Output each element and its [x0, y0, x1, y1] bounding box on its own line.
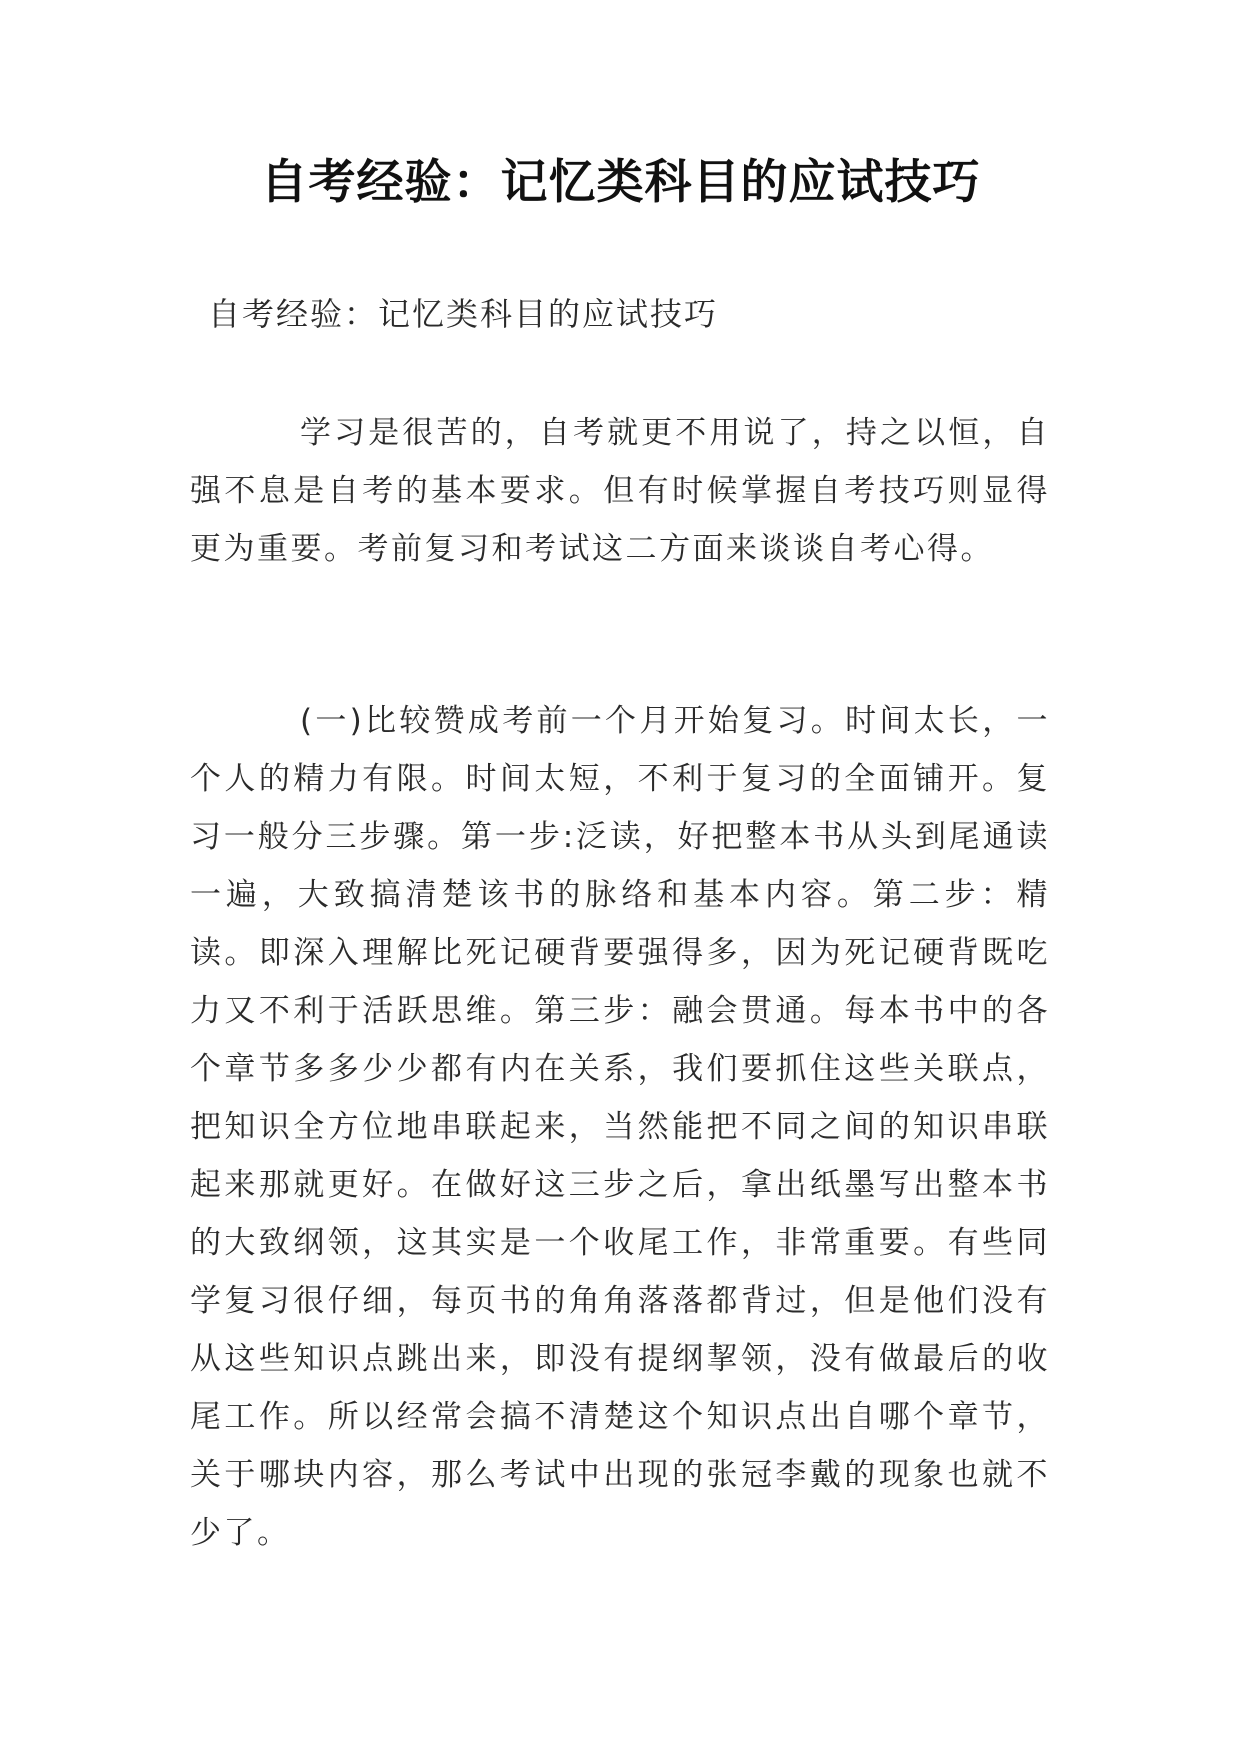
paragraph-intro: 学习是很苦的，自考就更不用说了，持之以恒，自强不息是自考的基本要求。但有时候掌握自考技巧则显得更为重要。考前复习和考试这二方面来谈谈自考心得。 [190, 415, 1050, 567]
paragraph-review-steps: (一)比较赞成考前一个月开始复习。时间太长，一个人的精力有限。时间太短，不利于复习的全面铺开。复习一般分三步骤。第一步:泛读，好把整本书从头到尾通读一遍，大致搞清楚该书的脉络和基本内容。第二步：精读。即深入理解比死记硬背要强得多，因为死记硬背既吃力又不利于活跃思维。第三步：融会贯通。每本书中的各个章节多多少少都有内在关系，我们要抓住这些关联点，把知识全方位地串联起来，当然能把不同之间的知识串联起来那就更好。在做好这三步之后，拿出纸墨写出整本书的大致纲领，这其实是一个收尾工作，非常重要。有些同学复习很仔细，每页书的角角落落都背过，但是他们没有从这些知识点跳出来，即没有提纲挈领，没有做最后的收尾工作。所以经常会搞不清楚这个知识点出自哪个章节，关于哪块内容，那么考试中出现的张冠李戴的现象也就不少了。 [190, 703, 1050, 1551]
document-title: 自考经验：记忆类科目的应试技巧 [260, 155, 981, 210]
document-subtitle: 自考经验：记忆类科目的应试技巧 [208, 295, 719, 333]
